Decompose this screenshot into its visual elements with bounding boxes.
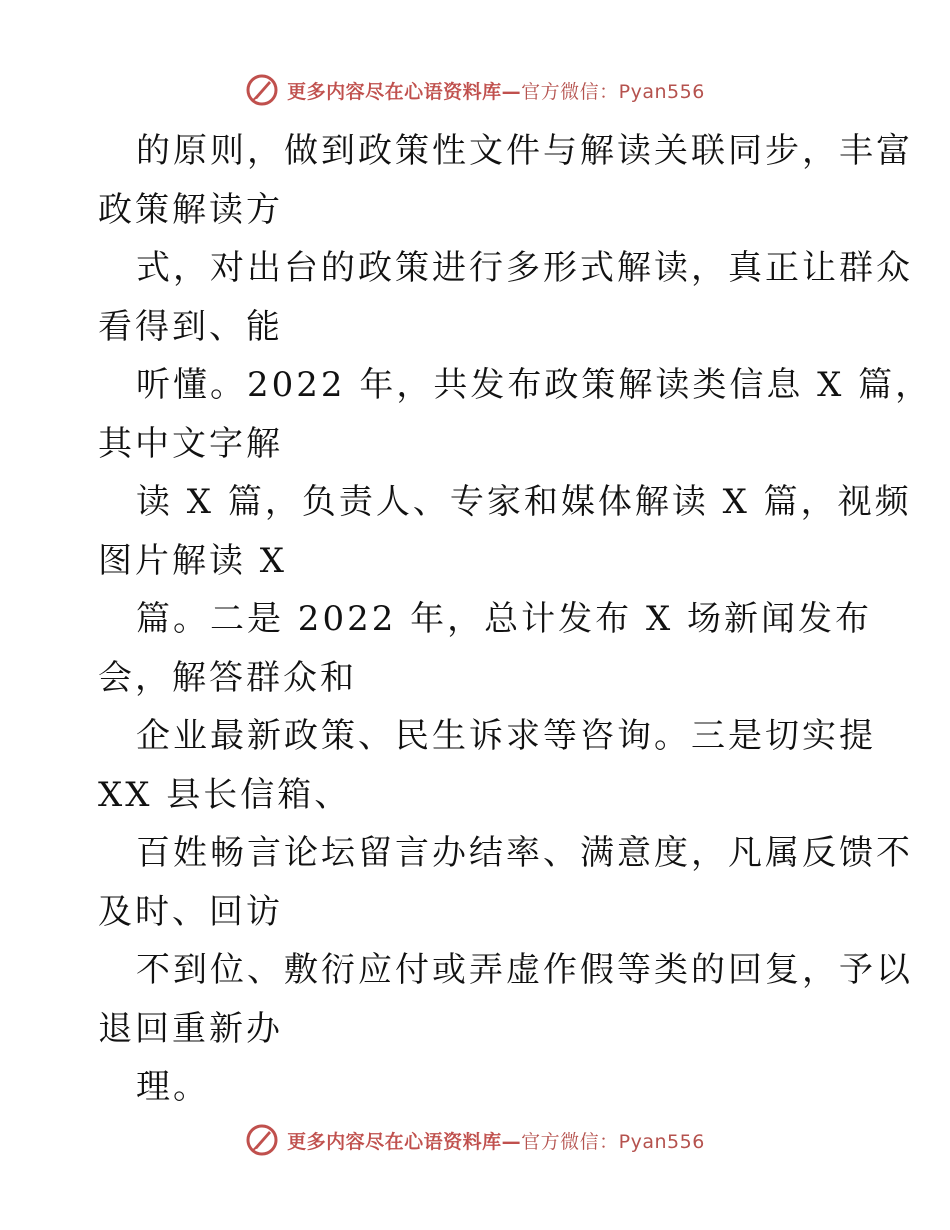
text-line: 篇。二是 2022 年，总计发布 X 场新闻发布 bbox=[136, 599, 872, 639]
body-text bbox=[98, 122, 933, 1117]
banner-site-text: 更多内容尽在心语资料库— bbox=[287, 80, 522, 103]
text-line: 不到位、敷衍应付或弄虚作假等类的回复，予以 bbox=[136, 950, 913, 990]
text-line: 理。 bbox=[136, 1067, 210, 1107]
banner-wechat-text: 官方微信：Pyan556 bbox=[521, 1130, 705, 1153]
banner-site-text: 更多内容尽在心语资料库— bbox=[287, 1130, 522, 1153]
text-line: 式，对出台的政策进行多形式解读，真正让群众 bbox=[136, 248, 913, 288]
text-line: 读 X 篇，负责人、专家和媒体解读 X 篇，视频 bbox=[136, 482, 912, 522]
banner-wechat-text: 官方微信：Pyan556 bbox=[521, 80, 705, 103]
text-line: 及时、回访 bbox=[98, 891, 283, 932]
text-line: 退回重新办 bbox=[98, 1008, 283, 1049]
header-banner bbox=[0, 70, 950, 110]
text-line: XX 县长信箱、 bbox=[98, 774, 352, 815]
text-line: 百姓畅言论坛留言办结率、满意度，凡属反馈不 bbox=[136, 833, 913, 873]
text-line: 图片解读 X bbox=[98, 540, 288, 581]
text-line: 政策解读方 bbox=[98, 189, 283, 230]
text-line: 看得到、能 bbox=[98, 306, 283, 347]
banner-text bbox=[287, 77, 705, 104]
feather-pen-circle-icon bbox=[245, 73, 279, 107]
footer-banner bbox=[0, 1120, 950, 1160]
banner-text bbox=[287, 1127, 705, 1154]
text-line: 其中文字解 bbox=[98, 423, 283, 464]
text-line: 会，解答群众和 bbox=[98, 657, 357, 698]
feather-pen-circle-icon bbox=[245, 1123, 279, 1157]
text-line: 企业最新政策、民生诉求等咨询。三是切实提 bbox=[136, 716, 876, 756]
text-line: 听懂。2022 年，共发布政策解读类信息 X 篇， bbox=[136, 365, 933, 405]
text-line: 的原则，做到政策性文件与解读关联同步，丰富 bbox=[136, 131, 913, 171]
